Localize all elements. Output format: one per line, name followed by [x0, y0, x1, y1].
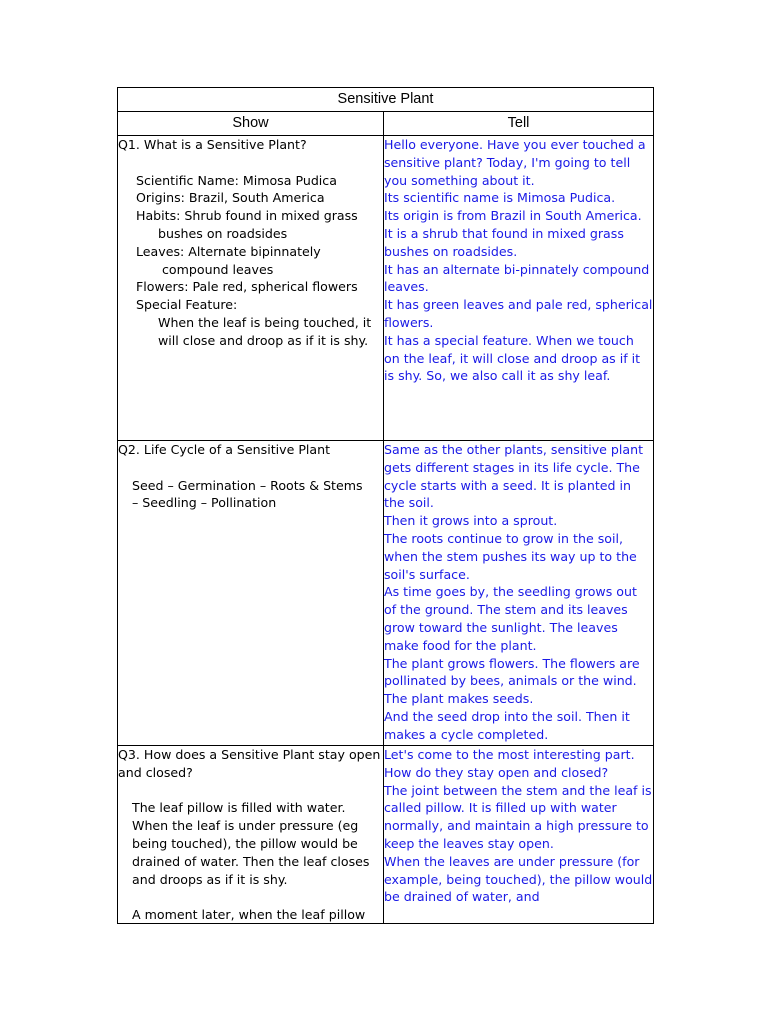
q2-question: Q2. Life Cycle of a Sensitive Plant — [118, 442, 331, 457]
table-row-q2 — [118, 441, 654, 746]
q2-tell-paragraph: Same as the other plants, sensitive plant gets different stages in its life cycle. The cycle starts with a seed. It is planted in the soil. — [384, 442, 644, 511]
q1-scientific-name: Scientific Name: Mimosa Pudica — [136, 172, 337, 188]
q1-tell-paragraph: Its origin is from Brazil in South America. — [384, 208, 642, 224]
q1-tell-paragraph: It has an alternate bi-pinnately compound leaves. — [384, 261, 650, 295]
q1-tell-paragraph: Hello everyone. Have you ever touched a sensitive plant? Today, I'm going to tell you something about it. — [384, 137, 646, 188]
q2-cycle-line-2: – Seedling – Pollination — [132, 495, 277, 511]
q2-tell-paragraph: As time goes by, the seedling grows out of the ground. The stem and its leaves grow toward the sunlight. The leaves make food for the plant. — [384, 584, 637, 653]
q2-tell-paragraph: Then it grows into a sprout. — [384, 513, 558, 529]
q1-tell-paragraph: It is a shrub that found in mixed grass bushes on roadsides. — [384, 225, 624, 259]
q1-flowers: Flowers: Pale red, spherical flowers — [136, 279, 358, 295]
q1-tell-paragraph: It has green leaves and pale red, spherical flowers. — [384, 297, 653, 330]
table-row-q3 — [118, 746, 654, 924]
q3-tell-paragraph: Let's come to the most interesting part. How do they stay open and closed? — [384, 747, 635, 780]
header-show: Show — [118, 112, 384, 136]
q1-leaves-line-2: compound leaves — [162, 261, 274, 277]
q3-show-cell — [118, 746, 384, 924]
q1-show-cell — [118, 136, 384, 441]
q2-show-cell — [118, 441, 384, 746]
q1-habits-line-2: bushes on roadsides — [158, 225, 288, 241]
q2-tell-cell — [384, 441, 654, 746]
q1-question: Q1. What is a Sensitive Plant? — [118, 137, 307, 152]
q1-special-line-1: When the leaf is being touched, it — [158, 314, 372, 330]
q3-show-paragraph-1: The leaf pillow is filled with water. When the leaf is under pressure (eg being touched), the pillow would be drained of water. Then the leaf closes and droops as if it is shy. — [132, 800, 370, 887]
table-title: Sensitive Plant — [118, 88, 654, 112]
q1-tell-paragraph: It has a special feature. When we touch on the leaf, it will close and droop as if it is shy. So, we also call it as shy leaf. — [384, 332, 641, 384]
header-tell: Tell — [384, 112, 654, 136]
q3-question: Q3. How does a Sensitive Plant stay open and closed? — [118, 747, 381, 780]
q3-tell-paragraph: The joint between the stem and the leaf is called pillow. It is filled up with water normally, and maintain a high pressure to keep the leaves stay open. — [384, 782, 652, 851]
q3-tell-cell — [384, 746, 654, 924]
q1-habits-line-1: Habits: Shrub found in mixed grass — [136, 208, 358, 224]
q2-tell-paragraph: The plant grows flowers. The flowers are pollinated by bees, animals or the wind. The plant makes seeds. — [384, 655, 640, 707]
q2-tell-paragraph: The roots continue to grow in the soil, when the stem pushes its way up to the soil's surface. — [384, 530, 637, 582]
q1-tell-cell — [384, 136, 654, 441]
q1-special-feature: Special Feature: — [136, 297, 238, 313]
q2-cycle-line-1: Seed – Germination – Roots & Stems — [132, 477, 363, 493]
table-row-q1 — [118, 136, 654, 441]
q1-origins: Origins: Brazil, South America — [136, 190, 325, 206]
document-table — [117, 87, 654, 924]
q1-tell-paragraph: Its scientific name is Mimosa Pudica. — [384, 190, 616, 206]
q2-tell-paragraph: And the seed drop into the soil. Then it makes a cycle completed. — [384, 708, 630, 742]
q1-special-line-2: will close and droop as if it is shy. — [158, 332, 369, 348]
q1-leaves-line-1: Leaves: Alternate bipinnately — [136, 243, 321, 259]
q3-show-paragraph-2: A moment later, when the leaf pillow — [132, 907, 366, 923]
q3-tell-paragraph: When the leaves are under pressure (for example, being touched), the pillow would be drained of water, and — [384, 853, 653, 905]
